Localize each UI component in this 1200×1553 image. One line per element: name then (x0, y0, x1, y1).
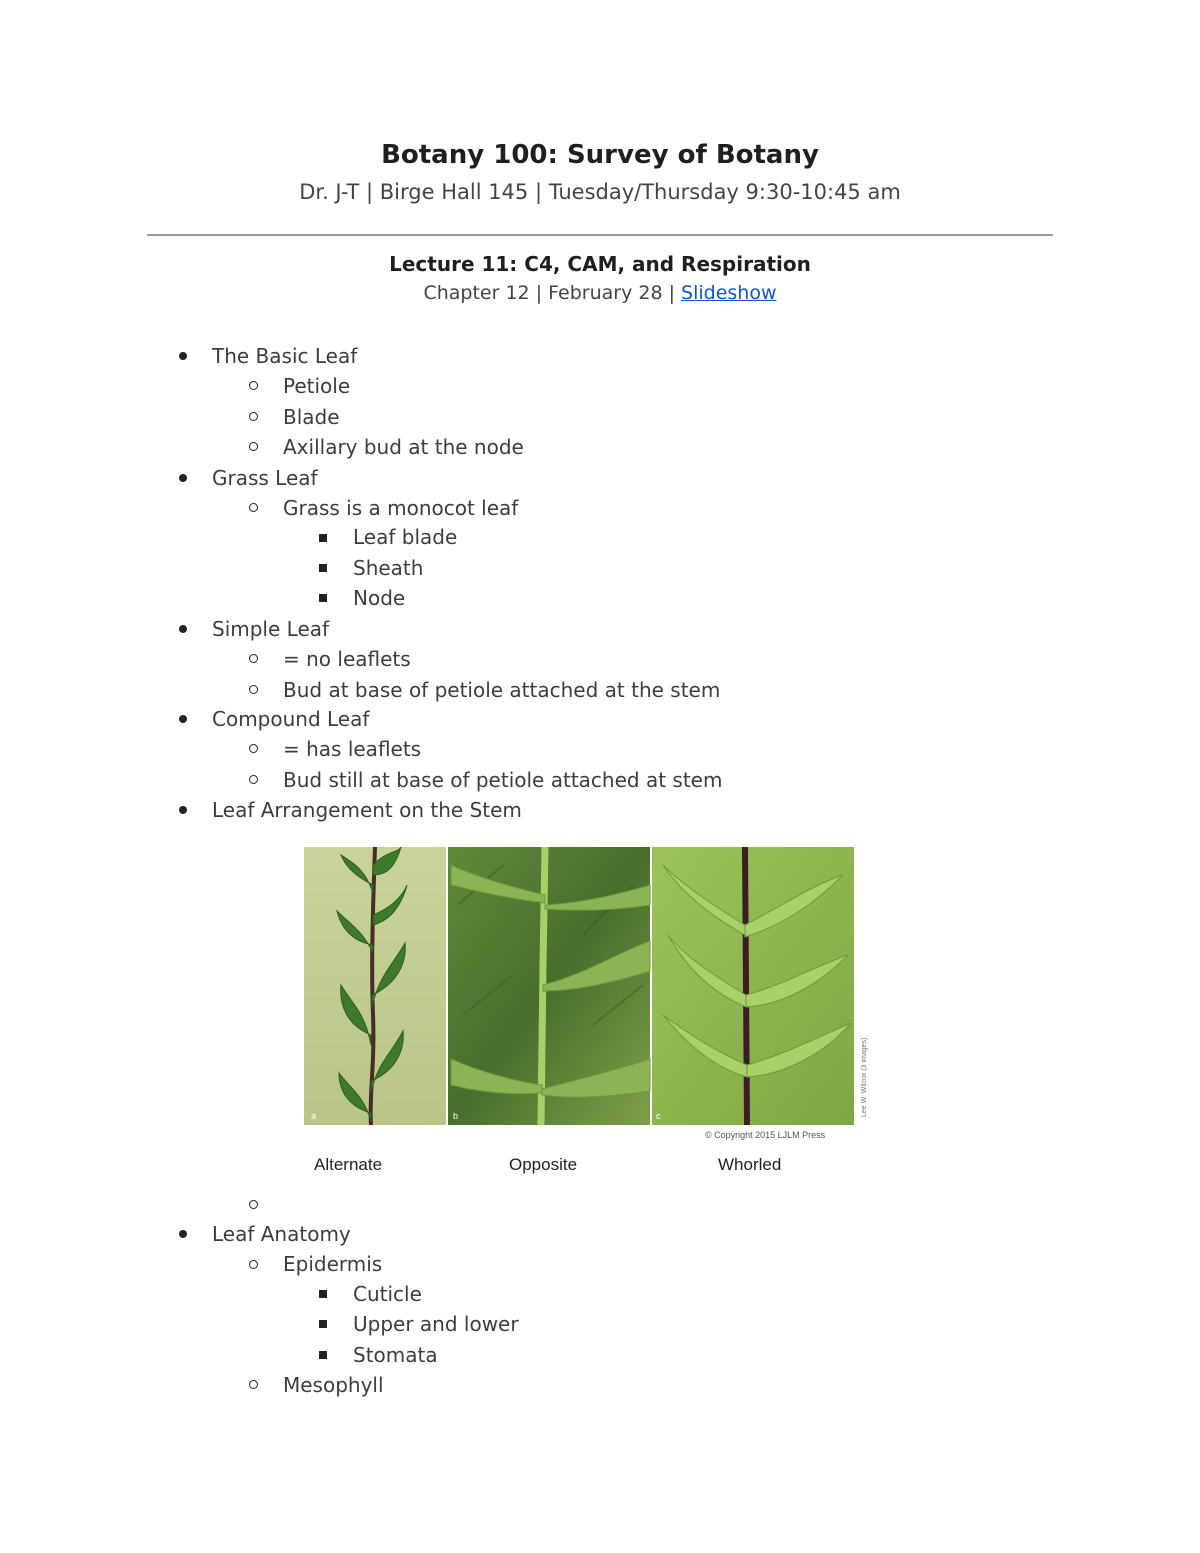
leaf-arrangement-figure (283, 845, 875, 1185)
square-bullet-icon (319, 1290, 327, 1298)
list-item: Grass is a monocot leaf (283, 496, 519, 520)
label-opposite: Opposite (509, 1155, 578, 1174)
hollow-bullet-icon (249, 1380, 258, 1389)
list-item: Upper and lower (353, 1312, 519, 1336)
hollow-bullet-icon (249, 381, 258, 390)
list-item: Cuticle (353, 1282, 422, 1306)
list-item: Petiole (283, 374, 351, 398)
list-item: Mesophyll (283, 1373, 384, 1397)
hollow-bullet-icon (249, 503, 258, 512)
list-item: = has leaflets (283, 737, 422, 761)
list-item: The Basic Leaf (212, 344, 358, 368)
list-item: Leaf Anatomy (212, 1222, 351, 1246)
page-title: Botany 100: Survey of Botany (381, 140, 819, 170)
label-alternate: Alternate (314, 1155, 383, 1174)
list-item: Leaf blade (353, 525, 458, 549)
lecture-title: Lecture 11: C4, CAM, and Respiration (389, 252, 811, 276)
bullet-icon (179, 474, 187, 482)
list-item: Grass Leaf (212, 466, 318, 490)
list-item: Compound Leaf (212, 707, 370, 731)
bullet-icon (179, 715, 187, 723)
list-item: Epidermis (283, 1252, 383, 1276)
list-item: Node (353, 586, 406, 610)
hollow-bullet-icon (249, 775, 258, 784)
hollow-bullet-icon (249, 412, 258, 421)
bullet-icon (179, 806, 187, 814)
lecture-meta-text: Chapter 12 | February 28 | (423, 282, 682, 304)
slideshow-link[interactable]: Slideshow (681, 282, 777, 304)
list-item: = no leaflets (283, 647, 411, 671)
square-bullet-icon (319, 1320, 327, 1328)
square-bullet-icon (319, 564, 327, 572)
hollow-bullet-icon (249, 685, 258, 694)
list-item: Bud still at base of petiole attached at stem (283, 768, 723, 792)
hollow-bullet-icon (249, 654, 258, 663)
panel-letter-b: b (453, 1111, 459, 1121)
panel-letter-c: c (656, 1111, 661, 1121)
list-item: Blade (283, 405, 340, 429)
bullet-icon (179, 625, 187, 633)
copyright-text: © Copyright 2015 LJLM Press (705, 1130, 826, 1140)
hollow-bullet-icon (249, 744, 258, 753)
list-item: Axillary bud at the node (283, 435, 524, 459)
photo-credit: Lee W. Wilcox (3 images) (861, 1037, 868, 1117)
label-whorled: Whorled (718, 1155, 782, 1174)
course-subtitle: Dr. J-T | Birge Hall 145 | Tuesday/Thursday 9:30-10:45 am (299, 180, 901, 204)
list-item: Sheath (353, 556, 424, 580)
hollow-bullet-icon (249, 1200, 258, 1209)
list-item: Stomata (353, 1343, 438, 1367)
hollow-bullet-icon (249, 1260, 258, 1269)
list-item: Bud at base of petiole attached at the stem (283, 678, 721, 702)
panel-letter-a: a (311, 1111, 317, 1121)
hollow-bullet-icon (249, 442, 258, 451)
bullet-icon (179, 1230, 187, 1238)
square-bullet-icon (319, 1351, 327, 1359)
square-bullet-icon (319, 594, 327, 602)
list-item: Simple Leaf (212, 617, 330, 641)
horizontal-divider (147, 234, 1053, 236)
square-bullet-icon (319, 534, 327, 542)
bullet-icon (179, 352, 187, 360)
list-item: Leaf Arrangement on the Stem (212, 798, 522, 822)
lecture-meta (0, 282, 1200, 304)
